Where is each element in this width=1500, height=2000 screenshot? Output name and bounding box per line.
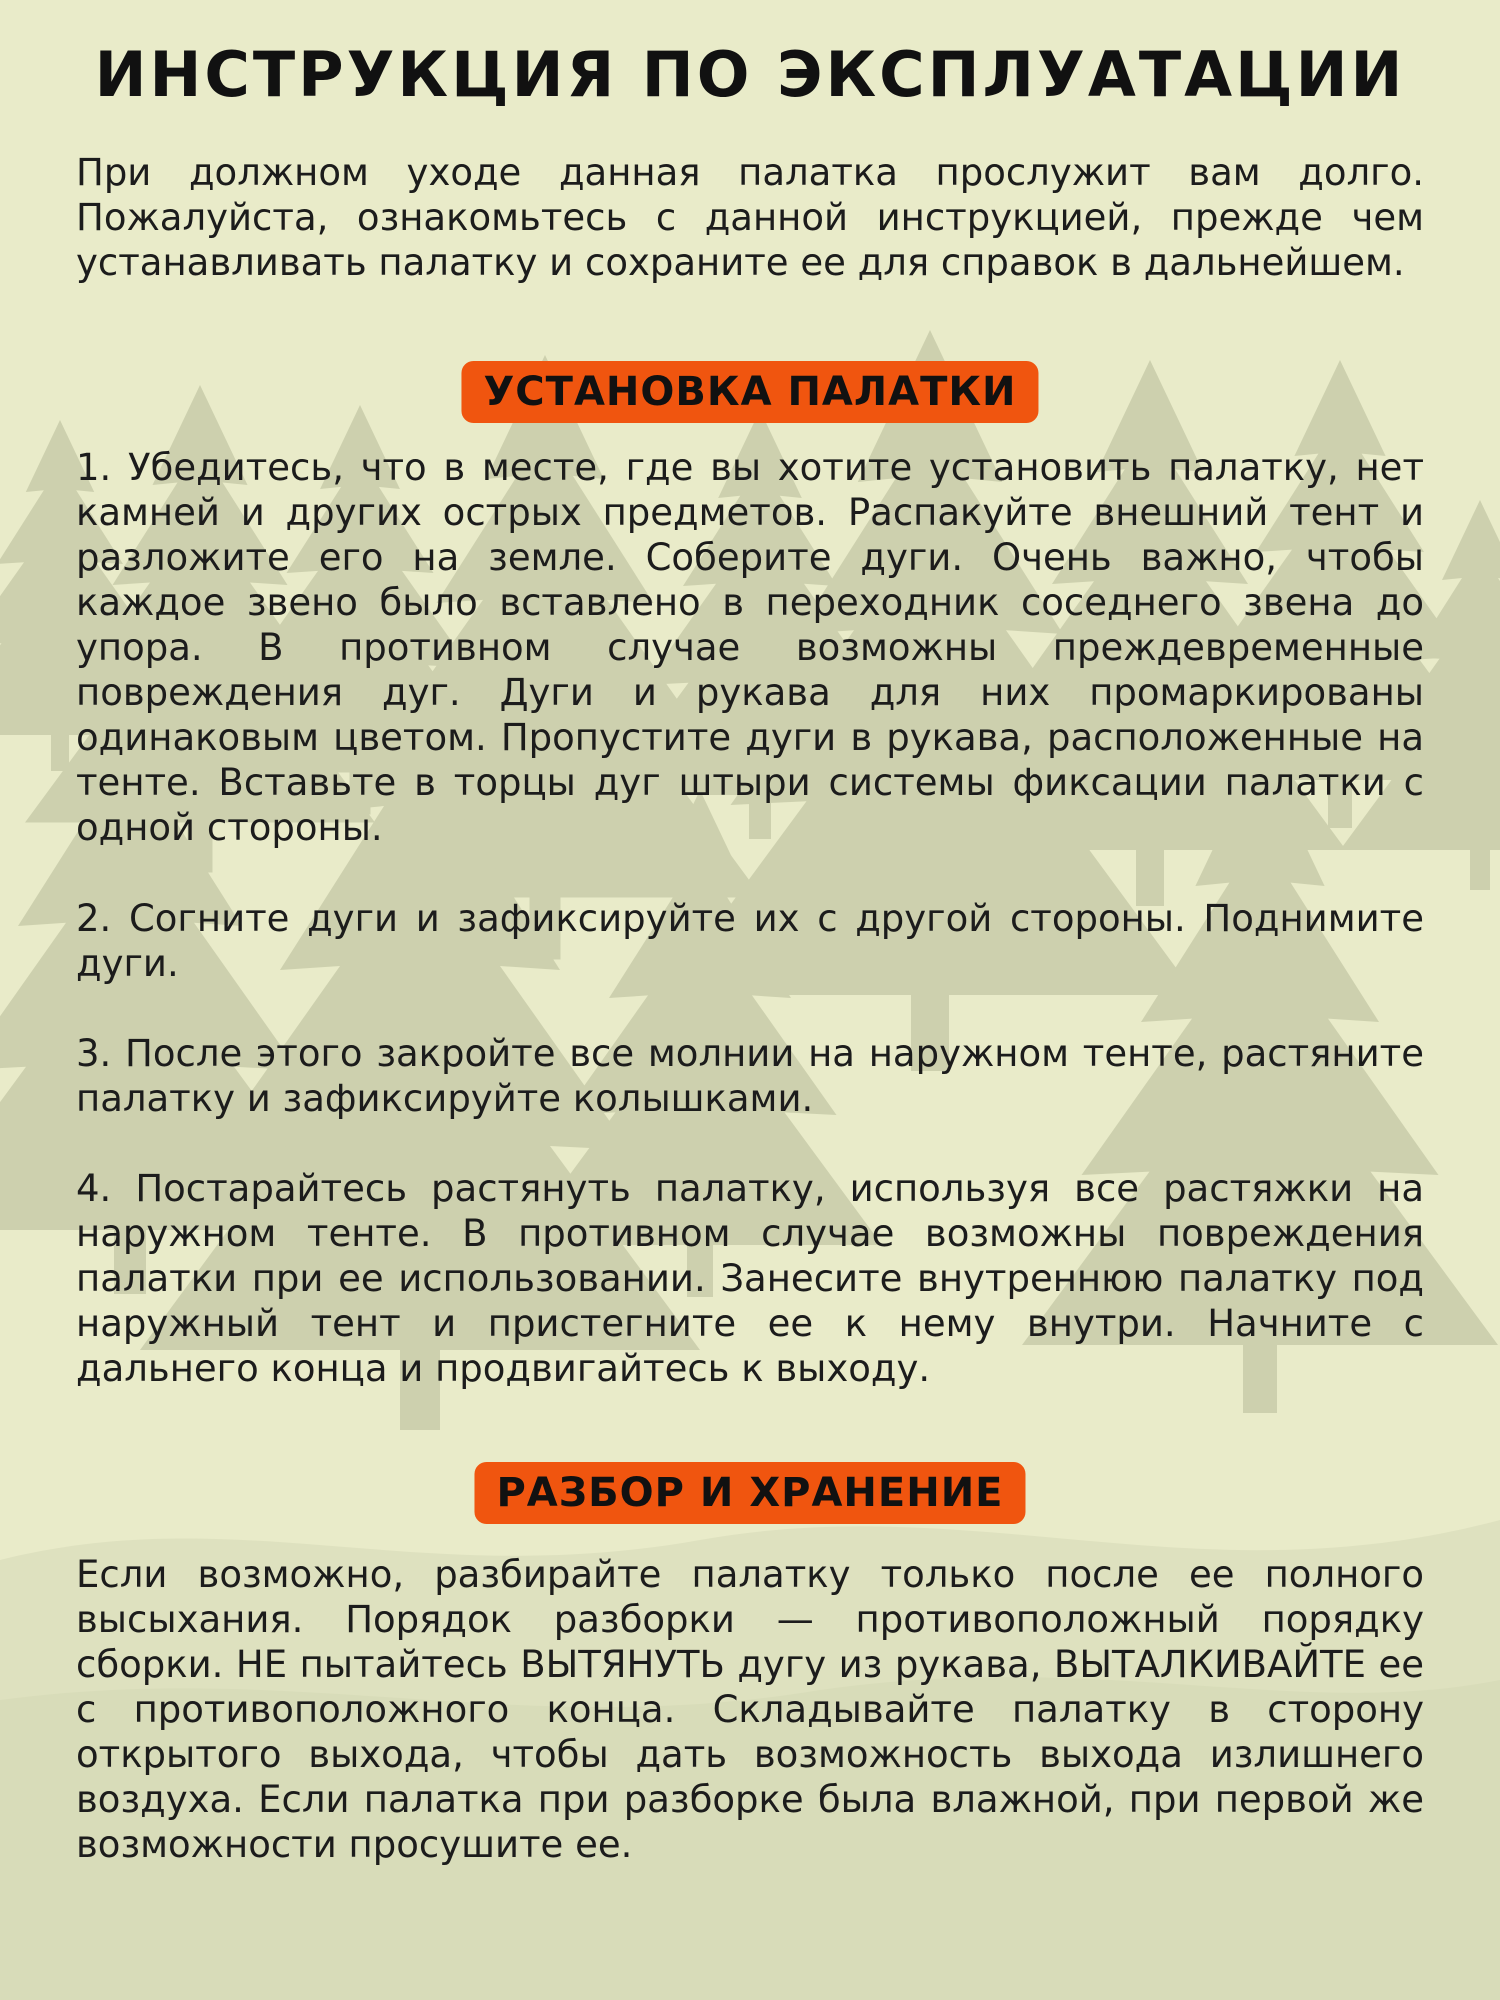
section-heading-storage: РАЗБОР И ХРАНЕНИЕ [474,1462,1025,1524]
install-step-3: 3. После этого закройте все молнии на наружном тенте, растяните палатку и зафиксируйте колышками. [76,1032,1424,1120]
section-heading-install: УСТАНОВКА ПАЛАТКИ [461,361,1038,423]
intro-paragraph: При должном уходе данная палатка прослужит вам долго. Пожалуйста, ознакомьтесь с данной инструкцией, прежде чем устанавливать палатку и сохраните ее для справок в дальнейшем. [76,151,1424,284]
install-step-1: 1. Убедитесь, что в месте, где вы хотите установить палатку, нет камней и других острых предметов. Распакуйте внешний тент и разложите его на земле. Соберите дуги. Очень важно, чтобы каждое звено было вставлено в переходник соседнего звена до упора. В противном случае возможны преждевременные повреждения дуг. Дуги и рукава для них промаркированы одинаковым цветом. Пропустите дуги в рукава, расположенные на тенте. Вставьте в торцы дуг штыри системы фиксации палатки с одной стороны. [76,446,1424,849]
install-step-4: 4. Постарайтесь растянуть палатку, используя все растяжки на наружном тенте. В противном случае возможны повреждения палатки при ее использовании. Занесите внутреннюю палатку под наружный тент и пристегните ее к нему внутри. Начните с дальнего конца и продвигайтесь к выходу. [76,1167,1424,1390]
install-step-2: 2. Согните дуги и зафиксируйте их с другой стороны. Поднимите дуги. [76,897,1424,985]
storage-paragraph: Если возможно, разбирайте палатку только после ее полного высыхания. Порядок разборки — противоположный порядку сборки. НЕ пытайтесь ВЫТЯНУТЬ дугу из рукава, ВЫТАЛКИВАЙТЕ ее с противоположного конца. Складывайте палатку в сторону открытого выхода, чтобы дать возможность выхода излишнего воздуха. Если палатка при разборке была влажной, при первой же возможности просушите ее. [76,1553,1424,1866]
page-title: ИНСТРУКЦИЯ ПО ЭКСПЛУАТАЦИИ [94,38,1406,111]
